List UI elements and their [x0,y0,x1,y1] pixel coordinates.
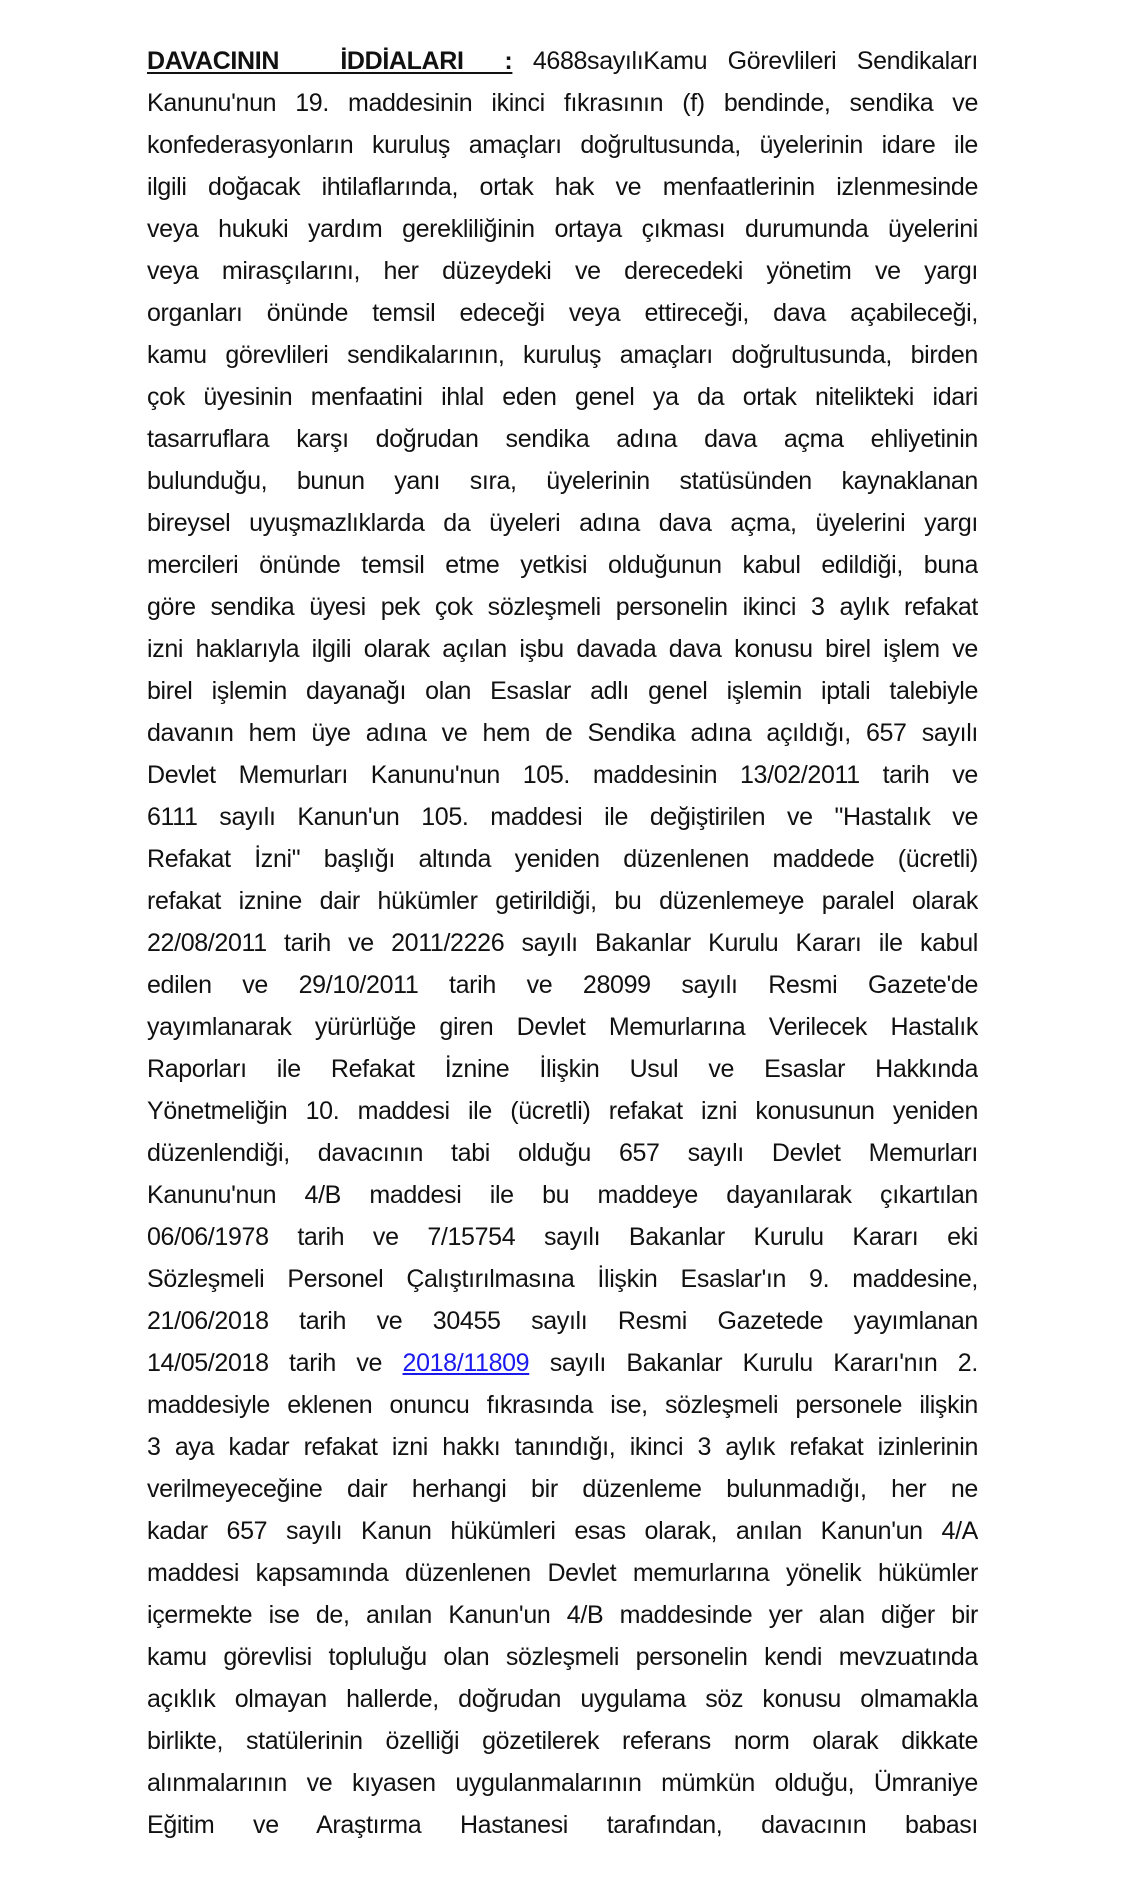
text-line-27: düzenlendiği, davacının tabi olduğu 657 sayılı Devlet Memurları [147,1139,978,1167]
text-line-28: Kanunu'nun 4/B maddesi ile bu maddeye dayanılarak çıkartılan [147,1181,978,1209]
text-line-7: organları önünde temsil edeceği veya ettireceği, dava açabileceği, [147,299,978,327]
text-line-26: Yönetmeliğin 10. maddesi ile (ücretli) refakat izni konusunun yeniden [147,1097,978,1125]
text-line-42: alınmalarının ve kıyasen uygulanmalarının mümkün olduğu, Ümraniye [147,1769,978,1797]
text-line-20: Refakat İzni" başlığı altında yeniden düzenlenen maddede (ücretli) [147,845,978,873]
text-line-17: davanın hem üye adına ve hem de Sendika adına açıldığı, 657 sayılı [147,719,978,747]
text-line-14: göre sendika üyesi pek çok sözleşmeli personelin ikinci 3 aylık refakat [147,593,978,621]
text-line-10: tasarruflara karşı doğrudan sendika adına dava açma ehliyetinin [147,425,978,453]
text-line-19: 6111 sayılı Kanun'un 105. maddesi ile değiştirilen ve "Hastalık ve [147,803,978,831]
text-line-21: refakat iznine dair hükümler getirildiği, bu düzenlemeye paralel olarak [147,887,978,915]
text-line-30: Sözleşmeli Personel Çalıştırılmasına İlişkin Esaslar'ın 9. maddesine, [147,1265,978,1293]
text-line-36: kadar 657 sayılı Kanun hükümleri esas olarak, anılan Kanun'un 4/A [147,1517,978,1545]
text-line-31: 21/06/2018 tarih ve 30455 sayılı Resmi Gazetede yayımlanan [147,1307,978,1335]
text-line-29: 06/06/1978 tarih ve 7/15754 sayılı Bakanlar Kurulu Kararı eki [147,1223,978,1251]
text-line-16: birel işlemin dayanağı olan Esaslar adlı genel işlemin iptali talebiyle [147,677,978,705]
text-line-18: Devlet Memurları Kanunu'nun 105. maddesinin 13/02/2011 tarih ve [147,761,978,789]
section-heading: DAVACININ İDDİALARI : [147,47,513,75]
text-line-22: 22/08/2011 tarih ve 2011/2226 sayılı Bakanlar Kurulu Kararı ile kabul [147,929,978,957]
text-line-37: maddesi kapsamında düzenlenen Devlet memurlarına yönelik hükümler [147,1559,978,1587]
text-line-41: birlikte, statülerinin özelliği gözetilerek referans norm olarak dikkate [147,1727,978,1755]
text-line-43: Eğitim ve Araştırma Hastanesi tarafından, davacının babası [147,1811,978,1839]
text-line-11: bulunduğu, bunun yanı sıra, üyelerinin statüsünden kaynaklanan [147,467,978,495]
text-line-38: içermekte ise de, anılan Kanun'un 4/B maddesinde yer alan diğer bir [147,1601,978,1629]
line-text: 4688sayılıKamu Görevlileri Sendikaları [532,47,978,75]
line-text-before-link: 14/05/2018 tarih ve [147,1349,383,1377]
text-line-25: Raporları ile Refakat İznine İlişkin Usul ve Esaslar Hakkında [147,1055,978,1083]
text-line-32 [147,1342,978,1384]
text-line-8: kamu görevlileri sendikalarının, kuruluş amaçları doğrultusunda, birden [147,341,978,369]
decision-number-link[interactable]: 2018/11809 [402,1349,530,1377]
line-text-after-link: sayılı Bakanlar Kurulu Kararı'nın 2. [549,1349,978,1377]
text-line-4: ilgili doğacak ihtilaflarında, ortak hak ve menfaatlerinin izlenmesinde [147,173,978,201]
text-line-39: kamu görevlisi topluluğu olan sözleşmeli personelin kendi mevzuatında [147,1643,978,1671]
text-line-6: veya mirasçılarını, her düzeydeki ve derecedeki yönetim ve yargı [147,257,978,285]
text-line-24: yayımlanarak yürürlüğe giren Devlet Memurlarına Verilecek Hastalık [147,1013,978,1041]
text-line-12: bireysel uyuşmazlıklarda da üyeleri adına dava açma, üyelerini yargı [147,509,978,537]
text-line-2: Kanunu'nun 19. maddesinin ikinci fıkrasının (f) bendinde, sendika ve [147,89,978,117]
text-line-33: maddesiyle eklenen onuncu fıkrasında ise, sözleşmeli personele ilişkin [147,1391,978,1419]
text-line-13: mercileri önünde temsil etme yetkisi olduğunun kabul edildiği, buna [147,551,978,579]
text-line-5: veya hukuki yardım gerekliliğinin ortaya çıkması durumunda üyelerini [147,215,978,243]
text-line-23: edilen ve 29/10/2011 tarih ve 28099 sayılı Resmi Gazete'de [147,971,978,999]
text-line-3: konfederasyonların kuruluş amaçları doğrultusunda, üyelerinin idare ile [147,131,978,159]
text-line-35: verilmeyeceğine dair herhangi bir düzenleme bulunmadığı, her ne [147,1475,978,1503]
text-line-15: izni haklarıyla ilgili olarak açılan işbu davada dava konusu birel işlem ve [147,635,978,663]
text-line-40: açıklık olmayan hallerde, doğrudan uygulama söz konusu olmamakla [147,1685,978,1713]
document-page [147,40,978,1846]
text-line-9: çok üyesinin menfaatini ihlal eden genel ya da ortak nitelikteki idari [147,383,978,411]
text-line-1 [147,40,978,82]
text-line-34: 3 aya kadar refakat izni hakkı tanındığı, ikinci 3 aylık refakat izinlerinin [147,1433,978,1461]
